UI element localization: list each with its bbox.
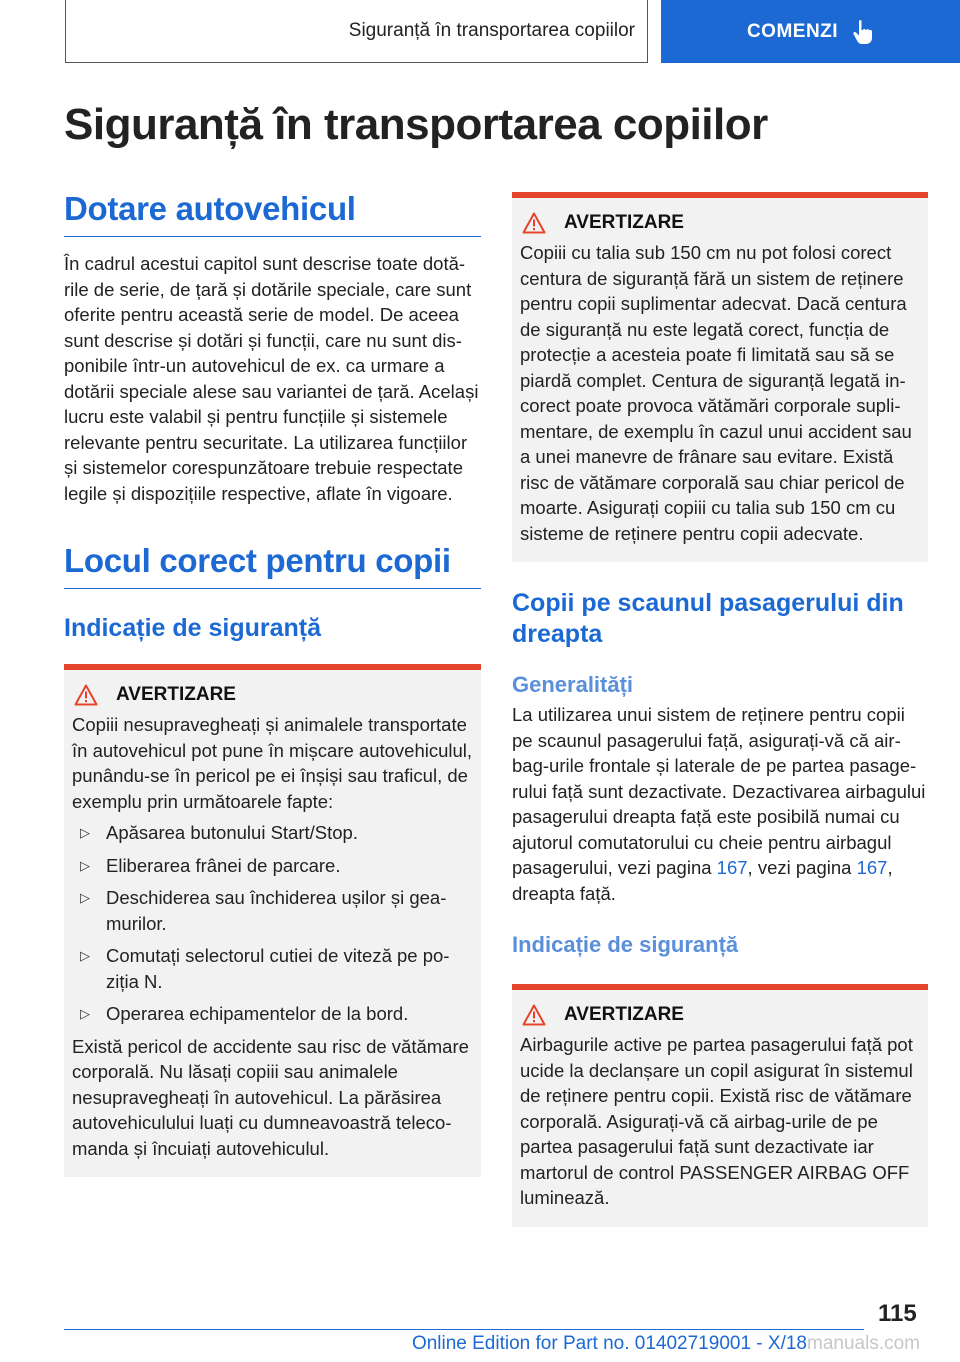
warning-seatbelt-text: Copiii cu talia sub 150 cm nu pot folosi corect centura de siguranță fără un sistem de reținere pentru copii suplimentar adecvat. Dacă centura de siguranță nu este legată corect, funcția de protecție a acesteia poate fi limitată sau să se piardă complet. Centura de siguranță legată incorect poate provoca vătămări corporale suplimentare, de exemplu în cazul unui accident sau a unei manevre de frânare sau evitare. Există risc de vătămare corporală sau chiar pericol de moarte. Asigurați copiii cu talia sub 150 cm cu sisteme de reținere pentru copii adecvate. [520,242,912,544]
list-item [80,853,473,879]
footer-edition [400,1333,920,1355]
list-item-text: Apăsarea butonului Start/Stop. [106,822,358,843]
list-item [80,943,473,994]
warning-triangle-icon [74,684,98,706]
list-item-text: Operarea echipamentelor de la bord. [106,1003,409,1024]
triangle-bullet-icon: ▷ [80,1006,90,1021]
page-link-167-second[interactable]: 167 [856,857,888,878]
page-title: Siguranță în transportarea copiilor [64,100,768,149]
list-item [80,820,473,846]
header-section-tab [65,0,648,63]
pointing-hand-icon [852,19,874,45]
warning-box-unattended [64,664,481,1177]
general-text-a: La utilizarea unui sistem de reținere pentru copii pe scaunul pasagerului față, asigurați-vă că airbag-urile frontale și laterale de pe partea pasagerului față sunt dezactivate. Dezactivarea airbagului pasagerului dreapta față este posibilă numai cu ajutorul comutatorului cu cheie pentru airbagul pasagerului, vezi pagina [512,704,926,878]
heading-locul-corect: Locul corect pentru copii [64,542,481,589]
general-text-b: , vezi pagina [747,857,857,878]
warning-title: AVERTIZARE [564,212,684,233]
list-item-text: Deschiderea sau închiderea ușilor și geamurilor. [106,887,447,934]
equipment-paragraph: În cadrul acestui capitol sunt descrise toate dotările de serie, de țară și dotările speciale, care sunt oferite pentru această serie de model. De aceea sunt descrise și dotări și funcții, care nu sunt disponibile într-un autovehicul de ex. ca urmare a dotării speciale alese sau variantei de țară. Același lucru este valabil și pentru funcțiile și sistemele relevante pentru securitate. La utilizarea funcțiilor și sistemelor corespunzătoare trebuie respectate legile și dispozițiile respective, aflate în vigoare. [64,253,479,504]
general-paragraph [512,702,928,906]
list-item-text: Eliberarea frânei de parcare. [106,854,341,876]
triangle-bullet-icon: ▷ [80,890,90,905]
left-column [64,190,481,1177]
header-section-title: Siguranță în transportarea copiilor [348,20,635,41]
warning-title-row [520,212,920,234]
heading-indicatie-siguranta: Indicație de siguranță [64,614,322,642]
warning-box-airbag [512,984,928,1227]
watermark-text: manuals.com [807,1333,920,1354]
comenzi-nav-button[interactable] [661,0,960,63]
warning-list [72,820,473,1027]
comenzi-label: COMENZI [746,20,839,42]
page-number: 115 [878,1300,917,1327]
triangle-bullet-icon: ▷ [80,825,90,840]
footer-divider [64,1329,864,1330]
warning-title-row [520,1004,920,1026]
right-column [512,192,928,1227]
warning-airbag-text: Airbagurile active pe partea pasagerului față pot ucide la declanșare un copil asigurat în sistemul de reținere pentru copii. Există risc de vătămare corporală. Asigurați-vă că airbag-urile de pe partea pasagerului față sunt dezactivate iar martorul de control PASSENGER AIRBAG OFF luminează. [520,1034,913,1208]
heading-indicatie-siguranta-2: Indicație de siguranță [512,932,739,957]
edition-text: Online Edition for Part no. 01402719001 - X/18 [411,1333,807,1354]
warning-title-row [72,684,473,706]
triangle-bullet-icon: ▷ [80,948,90,963]
general-text-c: , dreapta față. [512,857,893,904]
page-link-167[interactable]: 167 [716,857,748,878]
list-item [80,1001,473,1027]
list-item-text: Comutați selectorul cutiei de viteză pe poziția N. [106,945,450,992]
triangle-bullet-icon: ▷ [80,857,90,873]
heading-copii-scaun-pasager: Copii pe scaunul pasagerului din dreapta [512,589,904,648]
warning-title: AVERTIZARE [564,1004,684,1025]
warning-outro: Există pericol de accidente sau risc de vătămare corporală. Nu lăsați copiii sau animalele nesupravegheați în autovehicul. La părăsirea autovehiculului luați cu dumneavoastră telecomanda și încuiați autovehiculul. [72,1035,469,1159]
warning-box-seatbelt [512,192,928,562]
warning-intro: Copiii nesupravegheați și animalele transportate în autovehicul pot pune în mișcare autovehiculul, punându-se în pericol pe ei înșiși sau traficul, de exemplu prin următoarele fapte: [72,714,473,812]
warning-triangle-icon [522,212,546,234]
list-item [80,885,473,936]
heading-generalitati: Generalități [512,672,634,697]
warning-triangle-icon [522,1004,546,1026]
warning-title: AVERTIZARE [116,684,236,705]
heading-dotare-autovehicul: Dotare autovehicul [64,190,481,237]
